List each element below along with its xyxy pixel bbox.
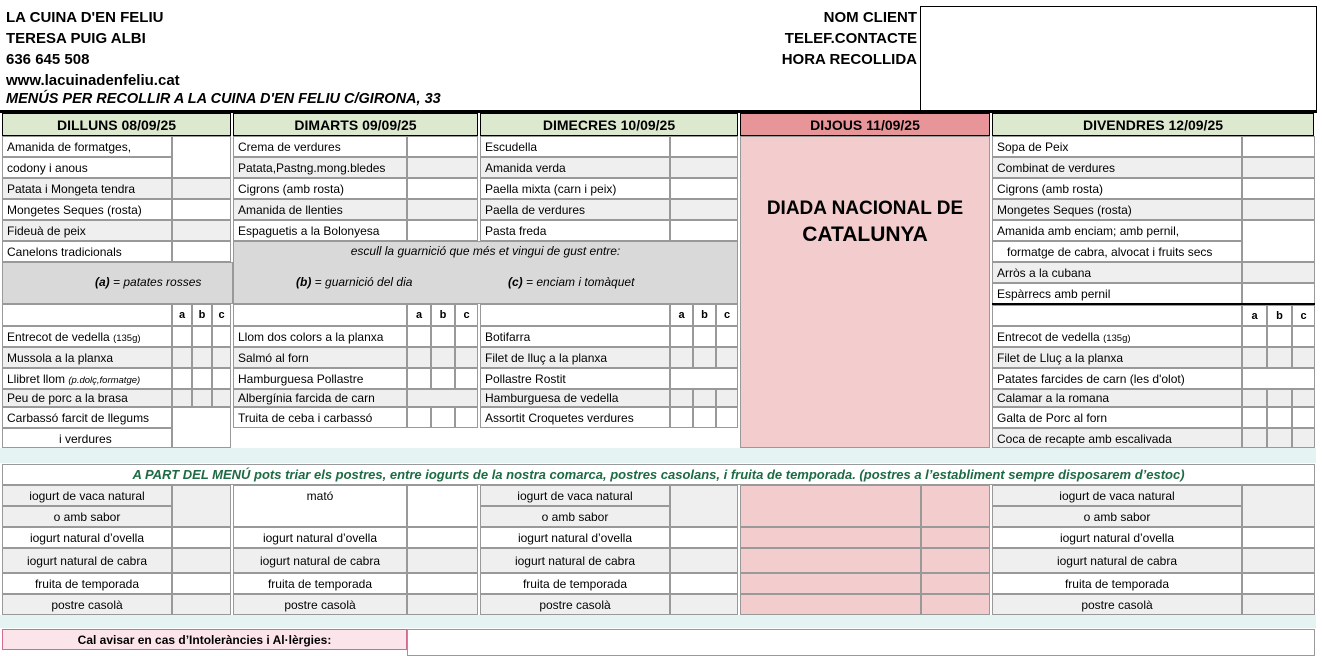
tue-first-item: Patata,Pastng.mong.bledes (233, 157, 407, 178)
garnish-a-checkbox[interactable] (1242, 389, 1267, 407)
garnish-option-c (508, 275, 634, 289)
garnish-option-a (95, 275, 201, 289)
fri-col-a: a (1242, 305, 1267, 326)
fri-order-box[interactable] (1242, 368, 1315, 389)
fri-dessert-item: iogurt natural d’ovella (992, 527, 1242, 548)
tue-dessert-box[interactable] (407, 573, 478, 594)
wed-second-item: Hamburguesa de vedella (480, 389, 670, 407)
fri-dessert-item: postre casolà (992, 594, 1242, 615)
tue-second-item: Albergínia farcida de carn (233, 389, 407, 407)
fri-col-c: c (1292, 305, 1315, 326)
fri-first-item: formatge de cabra, alvocat i fruits secs (992, 241, 1242, 262)
tue-first-item: Cigrons (amb rosta) (233, 178, 407, 199)
garnish-b-checkbox[interactable] (693, 407, 716, 428)
holiday-panel (740, 136, 990, 448)
allergy-notice: Cal avisar en cas d’Intoleràncies i Al·lèrgies: (2, 629, 407, 650)
fri-dessert-box[interactable] (1242, 548, 1315, 573)
garnish-b-checkbox[interactable] (1267, 428, 1292, 448)
garnish-a-checkbox[interactable] (407, 326, 431, 347)
day-header-tuesday: DIMARTS 09/09/25 (233, 113, 478, 136)
mon-second-item: Peu de porc a la brasa (2, 389, 172, 407)
tue-second-item: Hamburguesa Pollastre (233, 368, 407, 389)
tue-first-item: Espaguetis a la Bolonyesa (233, 220, 407, 241)
mon-dessert-box[interactable] (172, 485, 231, 527)
fri-second-item: Coca de recapte amb escalivada (992, 428, 1242, 448)
client-info-box[interactable] (920, 6, 1317, 112)
wed-dessert-item: fruita de temporada (480, 573, 670, 594)
wed-first-item: Paella de verdures (480, 199, 670, 220)
wed-col-b: b (693, 304, 716, 326)
thu-dessert-box (921, 594, 990, 615)
day-header-monday: DILLUNS 08/09/25 (2, 113, 231, 136)
mon-first-item: Mongetes Seques (rosta) (2, 199, 172, 220)
garnish-b-checkbox[interactable] (1267, 389, 1292, 407)
allergy-input[interactable] (407, 629, 1315, 656)
garnish-b-checkbox[interactable] (1267, 347, 1292, 368)
garnish-a-checkbox[interactable] (172, 326, 192, 347)
fri-second-name: Entrecot de vedella (997, 330, 1100, 344)
garnish-a-checkbox[interactable] (670, 389, 693, 407)
wed-dessert-box[interactable] (670, 548, 738, 573)
tue-order-box[interactable] (407, 199, 478, 220)
tue-first-item: Crema de verdures (233, 136, 407, 157)
fri-order-box[interactable] (1242, 262, 1315, 283)
fri-order-box[interactable] (1242, 283, 1315, 304)
fri-second-item (992, 326, 1242, 347)
mon-dessert-item: iogurt natural de cabra (2, 548, 172, 573)
day-header-thursday: DIJOUS 11/09/25 (740, 113, 990, 136)
tue-order-box[interactable] (407, 157, 478, 178)
wed-order-box[interactable] (670, 178, 738, 199)
garnish-b-checkbox[interactable] (693, 326, 716, 347)
tue-order-box[interactable] (407, 178, 478, 199)
mon-order-box[interactable] (172, 136, 231, 178)
thu-dessert-cell (740, 485, 921, 527)
garnish-a-key: (a) (95, 275, 110, 289)
garnish-a-checkbox[interactable] (407, 407, 431, 428)
mon-first-item: Canelons tradicionals (2, 241, 172, 262)
wed-second-item: Botifarra (480, 326, 670, 347)
garnish-c-key: (c) (508, 275, 523, 289)
wed-col-a: a (670, 304, 693, 326)
mon-order-box[interactable] (172, 178, 231, 199)
mon-dessert-item: postre casolà (2, 594, 172, 615)
wed-order-box[interactable] (670, 136, 738, 157)
garnish-c-checkbox[interactable] (716, 407, 738, 428)
fri-second-item: Galta de Porc al forn (992, 407, 1242, 428)
garnish-a-checkbox[interactable] (1242, 407, 1267, 428)
wed-order-box[interactable] (670, 368, 738, 389)
mon-order-box[interactable] (172, 241, 231, 262)
phone-number: 636 645 508 (6, 51, 90, 68)
fri-order-box[interactable] (1242, 220, 1315, 262)
fri-second-note: (135g) (1103, 333, 1131, 344)
mon-dessert-box[interactable] (172, 573, 231, 594)
mon-abc-spacer (2, 304, 172, 326)
wed-first-item: Escudella (480, 136, 670, 157)
fri-dessert-box[interactable] (1242, 594, 1315, 615)
tue-second-item: Salmó al forn (233, 347, 407, 368)
thu-dessert-cell (740, 548, 921, 573)
garnish-a-checkbox[interactable] (172, 368, 192, 389)
tue-dessert-item: postre casolà (233, 594, 407, 615)
garnish-b-checkbox[interactable] (1267, 407, 1292, 428)
garnish-intro: escull la guarnició que més et vingui de gust entre: (350, 244, 621, 258)
mon-col-a: a (172, 304, 192, 326)
thu-dessert-cell (740, 573, 921, 594)
mon-dessert-item: fruita de temporada (2, 573, 172, 594)
garnish-a-text: = patates rosses (113, 275, 202, 289)
mon-second-name: Llibret llom (7, 372, 66, 386)
wed-dessert-box[interactable] (670, 485, 738, 527)
fri-second-item: Calamar a la romana (992, 389, 1242, 407)
holiday-line2: CATALUNYA (802, 223, 928, 246)
garnish-c-checkbox[interactable] (1292, 347, 1315, 368)
fri-abc-spacer (992, 305, 1242, 326)
tue-dessert-item: mató (233, 485, 407, 527)
fri-dessert-item: iogurt de vaca natural (992, 485, 1242, 506)
menu-subtitle: MENÚS PER RECOLLIR A LA CUINA D'EN FELIU C/GIRONA, 33 (6, 91, 441, 107)
mon-second-item (2, 368, 172, 389)
thu-dessert-box (921, 573, 990, 594)
mon-second-item (2, 326, 172, 347)
tue-order-box[interactable] (407, 220, 478, 241)
garnish-c-checkbox[interactable] (1292, 389, 1315, 407)
wed-dessert-box[interactable] (670, 573, 738, 594)
garnish-c-checkbox[interactable] (212, 326, 231, 347)
thu-dessert-box (921, 485, 990, 527)
fri-second-item: Patates farcides de carn (les d'olot) (992, 368, 1242, 389)
garnish-a-checkbox[interactable] (1242, 347, 1267, 368)
garnish-b-checkbox[interactable] (693, 389, 716, 407)
garnish-c-checkbox[interactable] (716, 389, 738, 407)
wed-dessert-item: postre casolà (480, 594, 670, 615)
garnish-c-checkbox[interactable] (455, 407, 478, 428)
owner-name: TERESA PUIG ALBI (6, 30, 146, 47)
section-separator (0, 448, 1316, 463)
tue-first-item: Amanida de llenties (233, 199, 407, 220)
company-info (6, 7, 180, 91)
tue-dessert-box[interactable] (407, 527, 478, 548)
garnish-b-checkbox[interactable] (693, 347, 716, 368)
fri-first-item: Cigrons (amb rosta) (992, 178, 1242, 199)
mon-col-b: b (192, 304, 212, 326)
company-name: LA CUINA D'EN FELIU (6, 9, 164, 26)
wed-col-c: c (716, 304, 738, 326)
tue-dessert-box[interactable] (407, 548, 478, 573)
mon-dessert-item: iogurt de vaca natural (2, 485, 172, 506)
wed-second-item: Pollastre Rostit (480, 368, 670, 389)
fri-dessert-box[interactable] (1242, 573, 1315, 594)
wed-first-item: Amanida verda (480, 157, 670, 178)
fri-first-item: Espàrrecs amb pernil (992, 283, 1242, 304)
fri-first-item: Mongetes Seques (rosta) (992, 199, 1242, 220)
wed-second-item: Assortit Croquetes verdures (480, 407, 670, 428)
mon-order-box[interactable] (172, 199, 231, 220)
garnish-b-checkbox[interactable] (192, 389, 212, 407)
wed-order-box[interactable] (670, 199, 738, 220)
mon-second-item: Carbassó farcit de llegums (2, 407, 172, 428)
garnish-a-checkbox[interactable] (670, 347, 693, 368)
mon-dessert-item: iogurt natural d’ovella (2, 527, 172, 548)
tue-abc-spacer (233, 304, 407, 326)
client-labels (700, 7, 917, 70)
garnish-c-checkbox[interactable] (1292, 428, 1315, 448)
wed-dessert-item: o amb sabor (480, 506, 670, 527)
client-phone-label: TELEF.CONTACTE (784, 30, 917, 47)
garnish-b-checkbox[interactable] (192, 347, 212, 368)
fri-first-item: Arròs a la cubana (992, 262, 1242, 283)
client-name-label: NOM CLIENT (823, 9, 917, 26)
holiday-line1: DIADA NACIONAL DE (766, 198, 964, 219)
day-header-friday: DIVENDRES 12/09/25 (992, 113, 1314, 136)
mon-second-note: (p.dolç,formatge) (68, 375, 141, 386)
wed-dessert-item: iogurt de vaca natural (480, 485, 670, 506)
wed-order-box[interactable] (670, 220, 738, 241)
fri-dessert-item: o amb sabor (992, 506, 1242, 527)
wed-abc-spacer (480, 304, 670, 326)
wed-order-box[interactable] (670, 157, 738, 178)
mon-order-box[interactable] (172, 407, 231, 448)
garnish-a-checkbox[interactable] (407, 347, 431, 368)
garnish-b-text: = guarnició del dia (314, 275, 413, 289)
tue-second-item: Truita de ceba i carbassó (233, 407, 407, 428)
garnish-b-checkbox[interactable] (431, 347, 455, 368)
garnish-c-checkbox[interactable] (212, 347, 231, 368)
mon-dessert-box[interactable] (172, 548, 231, 573)
garnish-c-checkbox[interactable] (212, 368, 231, 389)
wed-first-item: Paella mixta (carn i peix) (480, 178, 670, 199)
tue-dessert-box[interactable] (407, 485, 478, 527)
mon-first-item: codony i anous (2, 157, 172, 178)
garnish-c-checkbox[interactable] (1292, 407, 1315, 428)
garnish-a-checkbox[interactable] (172, 389, 192, 407)
garnish-c-checkbox[interactable] (455, 326, 478, 347)
thu-dessert-box (921, 548, 990, 573)
mon-first-item: Fideuà de peix (2, 220, 172, 241)
mon-second-item: Mussola a la planxa (2, 347, 172, 368)
garnish-c-checkbox[interactable] (455, 368, 478, 389)
garnish-b-checkbox[interactable] (192, 326, 212, 347)
tue-col-b: b (431, 304, 455, 326)
garnish-c-checkbox[interactable] (1292, 326, 1315, 347)
garnish-c-checkbox[interactable] (716, 326, 738, 347)
garnish-c-checkbox[interactable] (716, 347, 738, 368)
garnish-a-checkbox[interactable] (172, 347, 192, 368)
mon-second-note: (135g) (113, 333, 141, 344)
garnish-a-checkbox[interactable] (1242, 326, 1267, 347)
fri-order-box[interactable] (1242, 178, 1315, 199)
tue-dessert-box[interactable] (407, 594, 478, 615)
garnish-c-checkbox[interactable] (455, 347, 478, 368)
holiday-label (740, 196, 990, 248)
garnish-c-text: = enciam i tomàquet (526, 275, 635, 289)
mon-first-item: Patata i Mongeta tendra (2, 178, 172, 199)
mon-second-item: i verdures (2, 428, 172, 448)
day-header-wednesday: DIMECRES 10/09/25 (480, 113, 738, 136)
thu-dessert-cell (740, 527, 921, 548)
tue-second-item: Llom dos colors a la planxa (233, 326, 407, 347)
garnish-option-b (296, 275, 412, 289)
pickup-time-label: HORA RECOLLIDA (781, 51, 917, 68)
mon-dessert-box[interactable] (172, 527, 231, 548)
tue-dessert-item: fruita de temporada (233, 573, 407, 594)
section-separator (0, 615, 1316, 628)
tue-order-box[interactable] (407, 389, 478, 407)
fri-dessert-box[interactable] (1242, 485, 1315, 527)
mon-col-c: c (212, 304, 231, 326)
garnish-b-checkbox[interactable] (431, 326, 455, 347)
fri-first-item: Amanida amb enciam; amb pernil, (992, 220, 1242, 241)
fri-order-box[interactable] (1242, 157, 1315, 178)
wed-dessert-box[interactable] (670, 527, 738, 548)
tue-dessert-item: iogurt natural de cabra (233, 548, 407, 573)
tue-order-box[interactable] (407, 136, 478, 157)
tue-dessert-item: iogurt natural d’ovella (233, 527, 407, 548)
mon-dessert-box[interactable] (172, 594, 231, 615)
dessert-banner: A PART DEL MENÚ pots triar els postres, entre iogurts de la nostra comarca, postres casolans, i fruita de temporada. (postres a l’establiment sempre disposarem d’estoc) (2, 464, 1315, 485)
garnish-b-checkbox[interactable] (431, 407, 455, 428)
fri-second-item: Filet de Lluç a la planxa (992, 347, 1242, 368)
garnish-b-key: (b) (296, 275, 312, 289)
fri-order-box[interactable] (1242, 136, 1315, 157)
fri-dessert-item: iogurt natural de cabra (992, 548, 1242, 573)
garnish-a-checkbox[interactable] (1242, 428, 1267, 448)
fri-first-item: Sopa de Peix (992, 136, 1242, 157)
fri-first-item: Combinat de verdures (992, 157, 1242, 178)
wed-first-item: Pasta freda (480, 220, 670, 241)
fri-dessert-item: fruita de temporada (992, 573, 1242, 594)
mon-order-box[interactable] (172, 220, 231, 241)
mon-first-item: Amanida de formatges, (2, 136, 172, 157)
garnish-b-checkbox[interactable] (192, 368, 212, 389)
garnish-a-checkbox[interactable] (670, 407, 693, 428)
thu-dessert-box (921, 527, 990, 548)
fri-order-box[interactable] (1242, 199, 1315, 220)
tue-col-c: c (455, 304, 478, 326)
garnish-a-checkbox[interactable] (407, 368, 431, 389)
fri-col-b: b (1267, 305, 1292, 326)
tue-col-a: a (407, 304, 431, 326)
garnish-a-checkbox[interactable] (670, 326, 693, 347)
garnish-b-checkbox[interactable] (431, 368, 455, 389)
website[interactable]: www.lacuinadenfeliu.cat (6, 72, 180, 89)
garnish-c-checkbox[interactable] (212, 389, 231, 407)
wed-dessert-box[interactable] (670, 594, 738, 615)
fri-dessert-box[interactable] (1242, 527, 1315, 548)
wed-second-item: Filet de lluç a la planxa (480, 347, 670, 368)
mon-dessert-item: o amb sabor (2, 506, 172, 527)
garnish-b-checkbox[interactable] (1267, 326, 1292, 347)
wed-dessert-item: iogurt natural de cabra (480, 548, 670, 573)
thu-dessert-cell (740, 594, 921, 615)
wed-dessert-item: iogurt natural d’ovella (480, 527, 670, 548)
mon-second-name: Entrecot de vedella (7, 330, 110, 344)
